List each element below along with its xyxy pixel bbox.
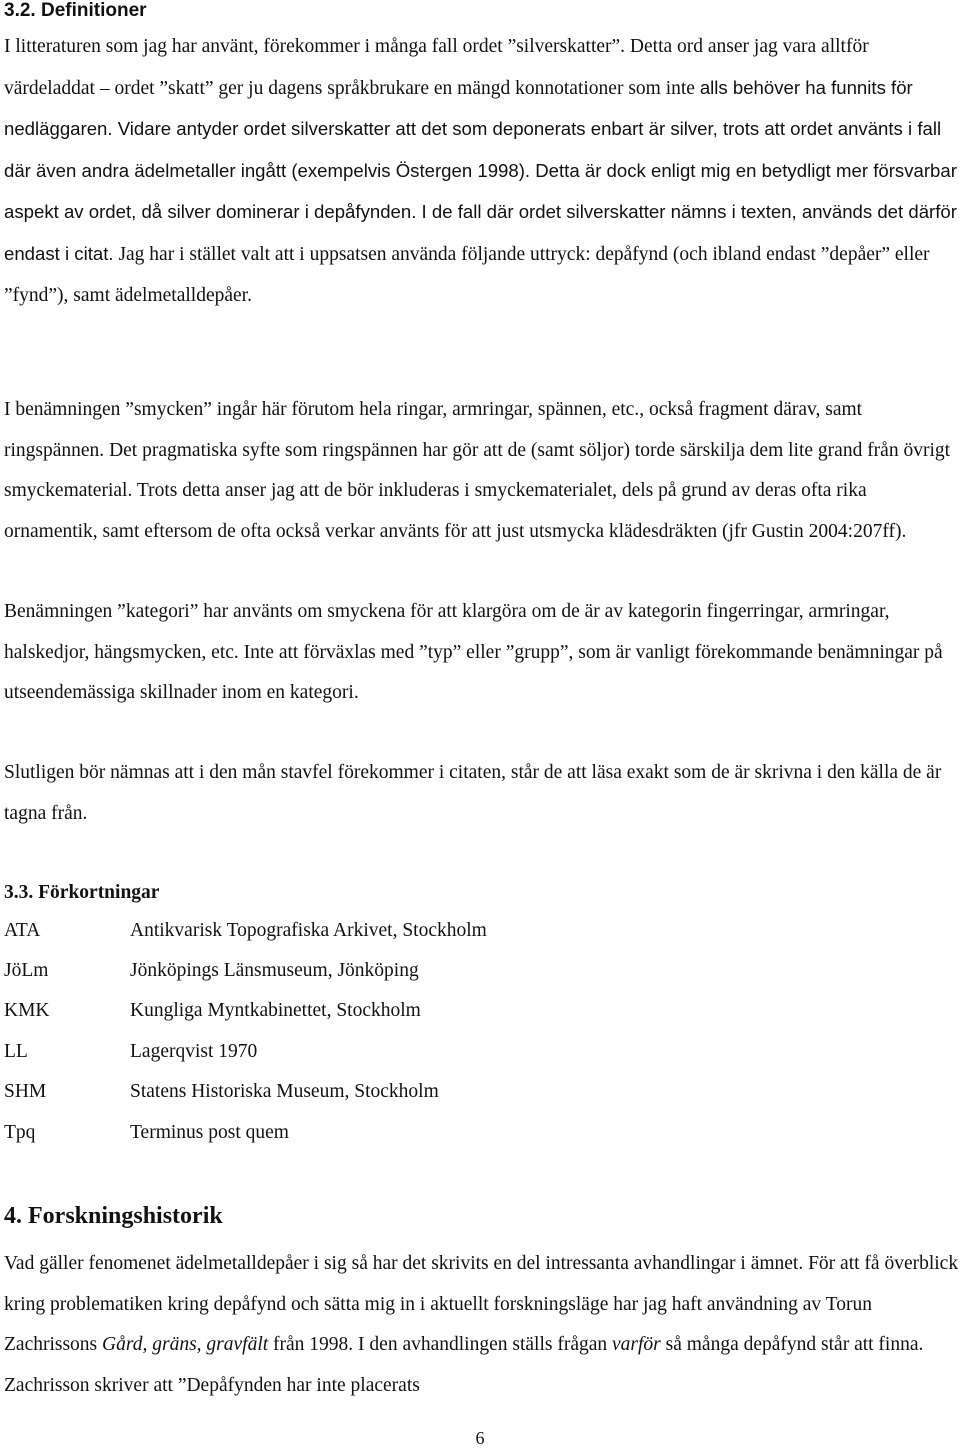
abbreviation-description: Kungliga Myntkabinettet, Stockholm [130,1000,421,1021]
section-heading-forskningshistorik: 4. Forskningshistorik [4,1203,223,1229]
abbreviation-code: KMK [4,1000,50,1021]
section-heading-forkortningar: 3.3. Förkortningar [4,882,160,903]
paragraph-text: från 1998. I den avhandlingen ställs frågan [268,1334,613,1356]
abbreviation-description: Lagerqvist 1970 [130,1041,258,1062]
abbreviation-code: LL [4,1041,28,1062]
paragraph-text: så många depåfynd står att finna. Zachrisson skriver att ”Depåfynden har inte placerats [4,1334,924,1396]
book-title: Gård, gräns, gravfält [102,1334,269,1356]
abbreviation-code: JöLm [4,960,49,981]
abbreviation-description: Terminus post quem [130,1122,289,1143]
paragraph-smycken [4,390,960,552]
abbreviation-code: ATA [4,920,41,941]
abbreviation-description: Antikvarisk Topografiska Arkivet, Stockholm [130,920,487,941]
paragraph-stavfel: Slutligen bör nämnas att i den mån stavfel förekommer i citaten, står de att läsa exakt som de är skrivna i den källa de är tagna från. [4,762,942,824]
abbreviation-description: Statens Historiska Museum, Stockholm [130,1081,439,1102]
paragraph-definitions [4,27,960,316]
section-heading-definitioner: 3.2. Definitioner [4,0,147,21]
abbreviation-code: SHM [4,1081,47,1102]
paragraph-kategori: Benämningen ”kategori” har använts om smyckena för att klargöra om de är av kategorin fingerringar, armringar, halskedjor, hängsmycken, etc. Inte att förväxlas med ”typ” eller ”grupp”, som är vanligt förekommande benämningar på utseendemässiga skillnader inom en kategori. [4,601,943,704]
paragraph-text: alls behöver ha funnits för nedläggaren. Vidare antyder ordet silverskatter att det som deponerats enbart är silver, trots att ordet använts i fall där även andra ädelmetaller ingått (exempelvis Östergen 1998). Detta är dock enligt mig en betydligt mer försvarbar aspekt av ordet, då silver dominerar i depåfynden. I de fall där ordet silverskatter nämns i texten, används det därför endast i citat. [4,76,957,264]
paragraph-text: I litteraturen som jag har använt, förekommer i många fall ordet ”silverskatter”. Detta ord anser jag vara alltför värdeladdat – ordet ”skatt” ger ju dagens språkbrukare en mängd konnotationer som inte [4,36,869,99]
paragraph-text: I benämningen ”smycken” ingår här förutom hela ringar, armringar, spännen, etc., också fragment därav, samt ringspännen. [4,399,863,461]
abbreviation-code: Tpq [4,1122,36,1143]
abbreviation-description: Jönköpings Länsmuseum, Jönköping [130,960,419,981]
paragraph-text: Det pragmatiska syfte som ringspännen har gör att de (samt söljor) torde särskilja dem lite grand från övrigt smyckematerial. Trots detta anser jag att de bör inkluderas i smyckematerialet, dels på grund av deras ofta rika ornamentik, samt eftersom de ofta också verkar använts för att just utsmycka klädesdräkten (jfr Gustin 2004:207ff). [4,439,951,542]
paragraph-text: Jag har i stället valt att i uppsatsen använda följande uttryck: depåfynd (och ibland endast ”depåer” eller ”fynd”), samt ädelmetalldepåer. [4,243,930,306]
paragraph-forskningshistorik [4,1244,960,1406]
paragraph-text: Vad gäller fenomenet ädelmetalldepåer i sig så har det skrivits en del intressanta avhandlingar i ämnet. För att få överblick kring problematiken kring depåfynd och sätta mig in i aktuellt forskningsläge har jag haft användning av Torun Zachrissons [4,1253,959,1356]
page-number: 6 [475,1428,485,1448]
emphasized-word: varför [612,1334,661,1356]
